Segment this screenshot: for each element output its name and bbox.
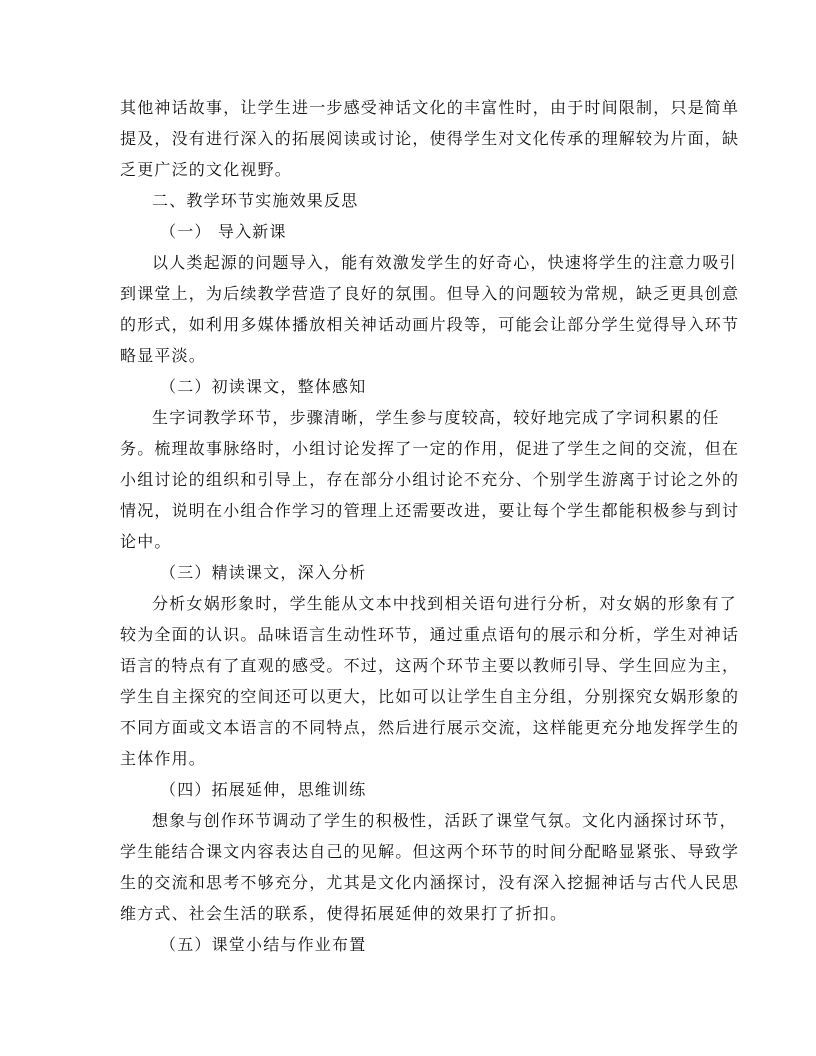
text-line: 维方式、社会生活的联系，使得拓展延伸的效果打了折扣。	[120, 904, 568, 923]
subsection-heading-5: （五）课堂小结与作业布置	[160, 935, 367, 954]
text-line: 提及，没有进行深入的拓展阅读或讨论，使得学生对文化传承的理解较为片面，缺	[120, 129, 740, 148]
paragraph-continuation	[120, 92, 740, 185]
text-line: 论中。	[120, 532, 172, 551]
paragraph-close-reading	[120, 588, 740, 774]
text-line: 生的交流和思考不够充分，尤其是文化内涵探讨，没有深入挖掘神话与古代人民思	[120, 873, 740, 892]
text-line: 乏更广泛的文化视野。	[120, 160, 293, 179]
paragraph-extension	[120, 805, 740, 929]
text-line: 较为全面的认识。品味语言生动性环节，通过重点语句的展示和分析，学生对神话	[120, 625, 740, 644]
paragraph-intro	[120, 247, 740, 371]
text-line: 生字词教学环节，步骤清晰，学生参与度较高，较好地完成了字词积累的任	[152, 408, 720, 427]
document-page	[120, 92, 740, 960]
text-line: 情况，说明在小组合作学习的管理上还需要改进，要让每个学生都能积极参与到讨	[120, 501, 740, 520]
subsection-heading-2: （二）初读课文，整体感知	[160, 377, 367, 396]
text-line: 以人类起源的问题导入，能有效激发学生的好奇心，快速将学生的注意力吸引	[152, 253, 737, 272]
text-line: 语言的特点有了直观的感受。不过，这两个环节主要以教师引导、学生回应为主，	[120, 656, 740, 675]
text-line: 小组讨论的组织和引导上，存在部分小组讨论不充分、个别学生游离于讨论之外的	[120, 470, 740, 489]
text-line: 主体作用。	[120, 749, 207, 768]
subsection-heading-4: （四）拓展延伸，思维训练	[160, 780, 367, 799]
text-line: 的形式，如利用多媒体播放相关神话动画片段等，可能会让部分学生觉得导入环节	[120, 315, 740, 334]
text-line: 分析女娲形象时，学生能从文本中找到相关语句进行分析，对女娲的形象有了	[152, 594, 737, 613]
text-line: 想象与创作环节调动了学生的积极性，活跃了课堂气氛。文化内涵探讨环节，	[152, 811, 737, 830]
text-line: 到课堂上，为后续教学营造了良好的氛围。但导入的问题较为常规，缺乏更具创意	[120, 284, 740, 303]
text-line: 略显平淡。	[120, 346, 207, 365]
text-line: 学生自主探究的空间还可以更大，比如可以让学生自主分组，分别探究女娲形象的	[120, 687, 740, 706]
paragraph-first-reading	[120, 402, 740, 557]
text-line: 学生能结合课文内容表达自己的见解。但这两个环节的时间分配略显紧张、导致学	[120, 842, 740, 861]
text-line: 不同方面或文本语言的不同特点，然后进行展示交流，这样能更充分地发挥学生的	[120, 718, 740, 737]
section-heading: 二、教学环节实施效果反思	[152, 191, 359, 210]
subsection-heading-3: （三）精读课文，深入分析	[160, 563, 367, 582]
subsection-heading-1: （一） 导入新课	[160, 222, 287, 241]
text-line: 务。梳理故事脉络时，小组讨论发挥了一定的作用，促进了学生之间的交流，但在	[120, 439, 740, 458]
text-line: 其他神话故事，让学生进一步感受神话文化的丰富性时，由于时间限制，只是简单	[120, 98, 740, 117]
